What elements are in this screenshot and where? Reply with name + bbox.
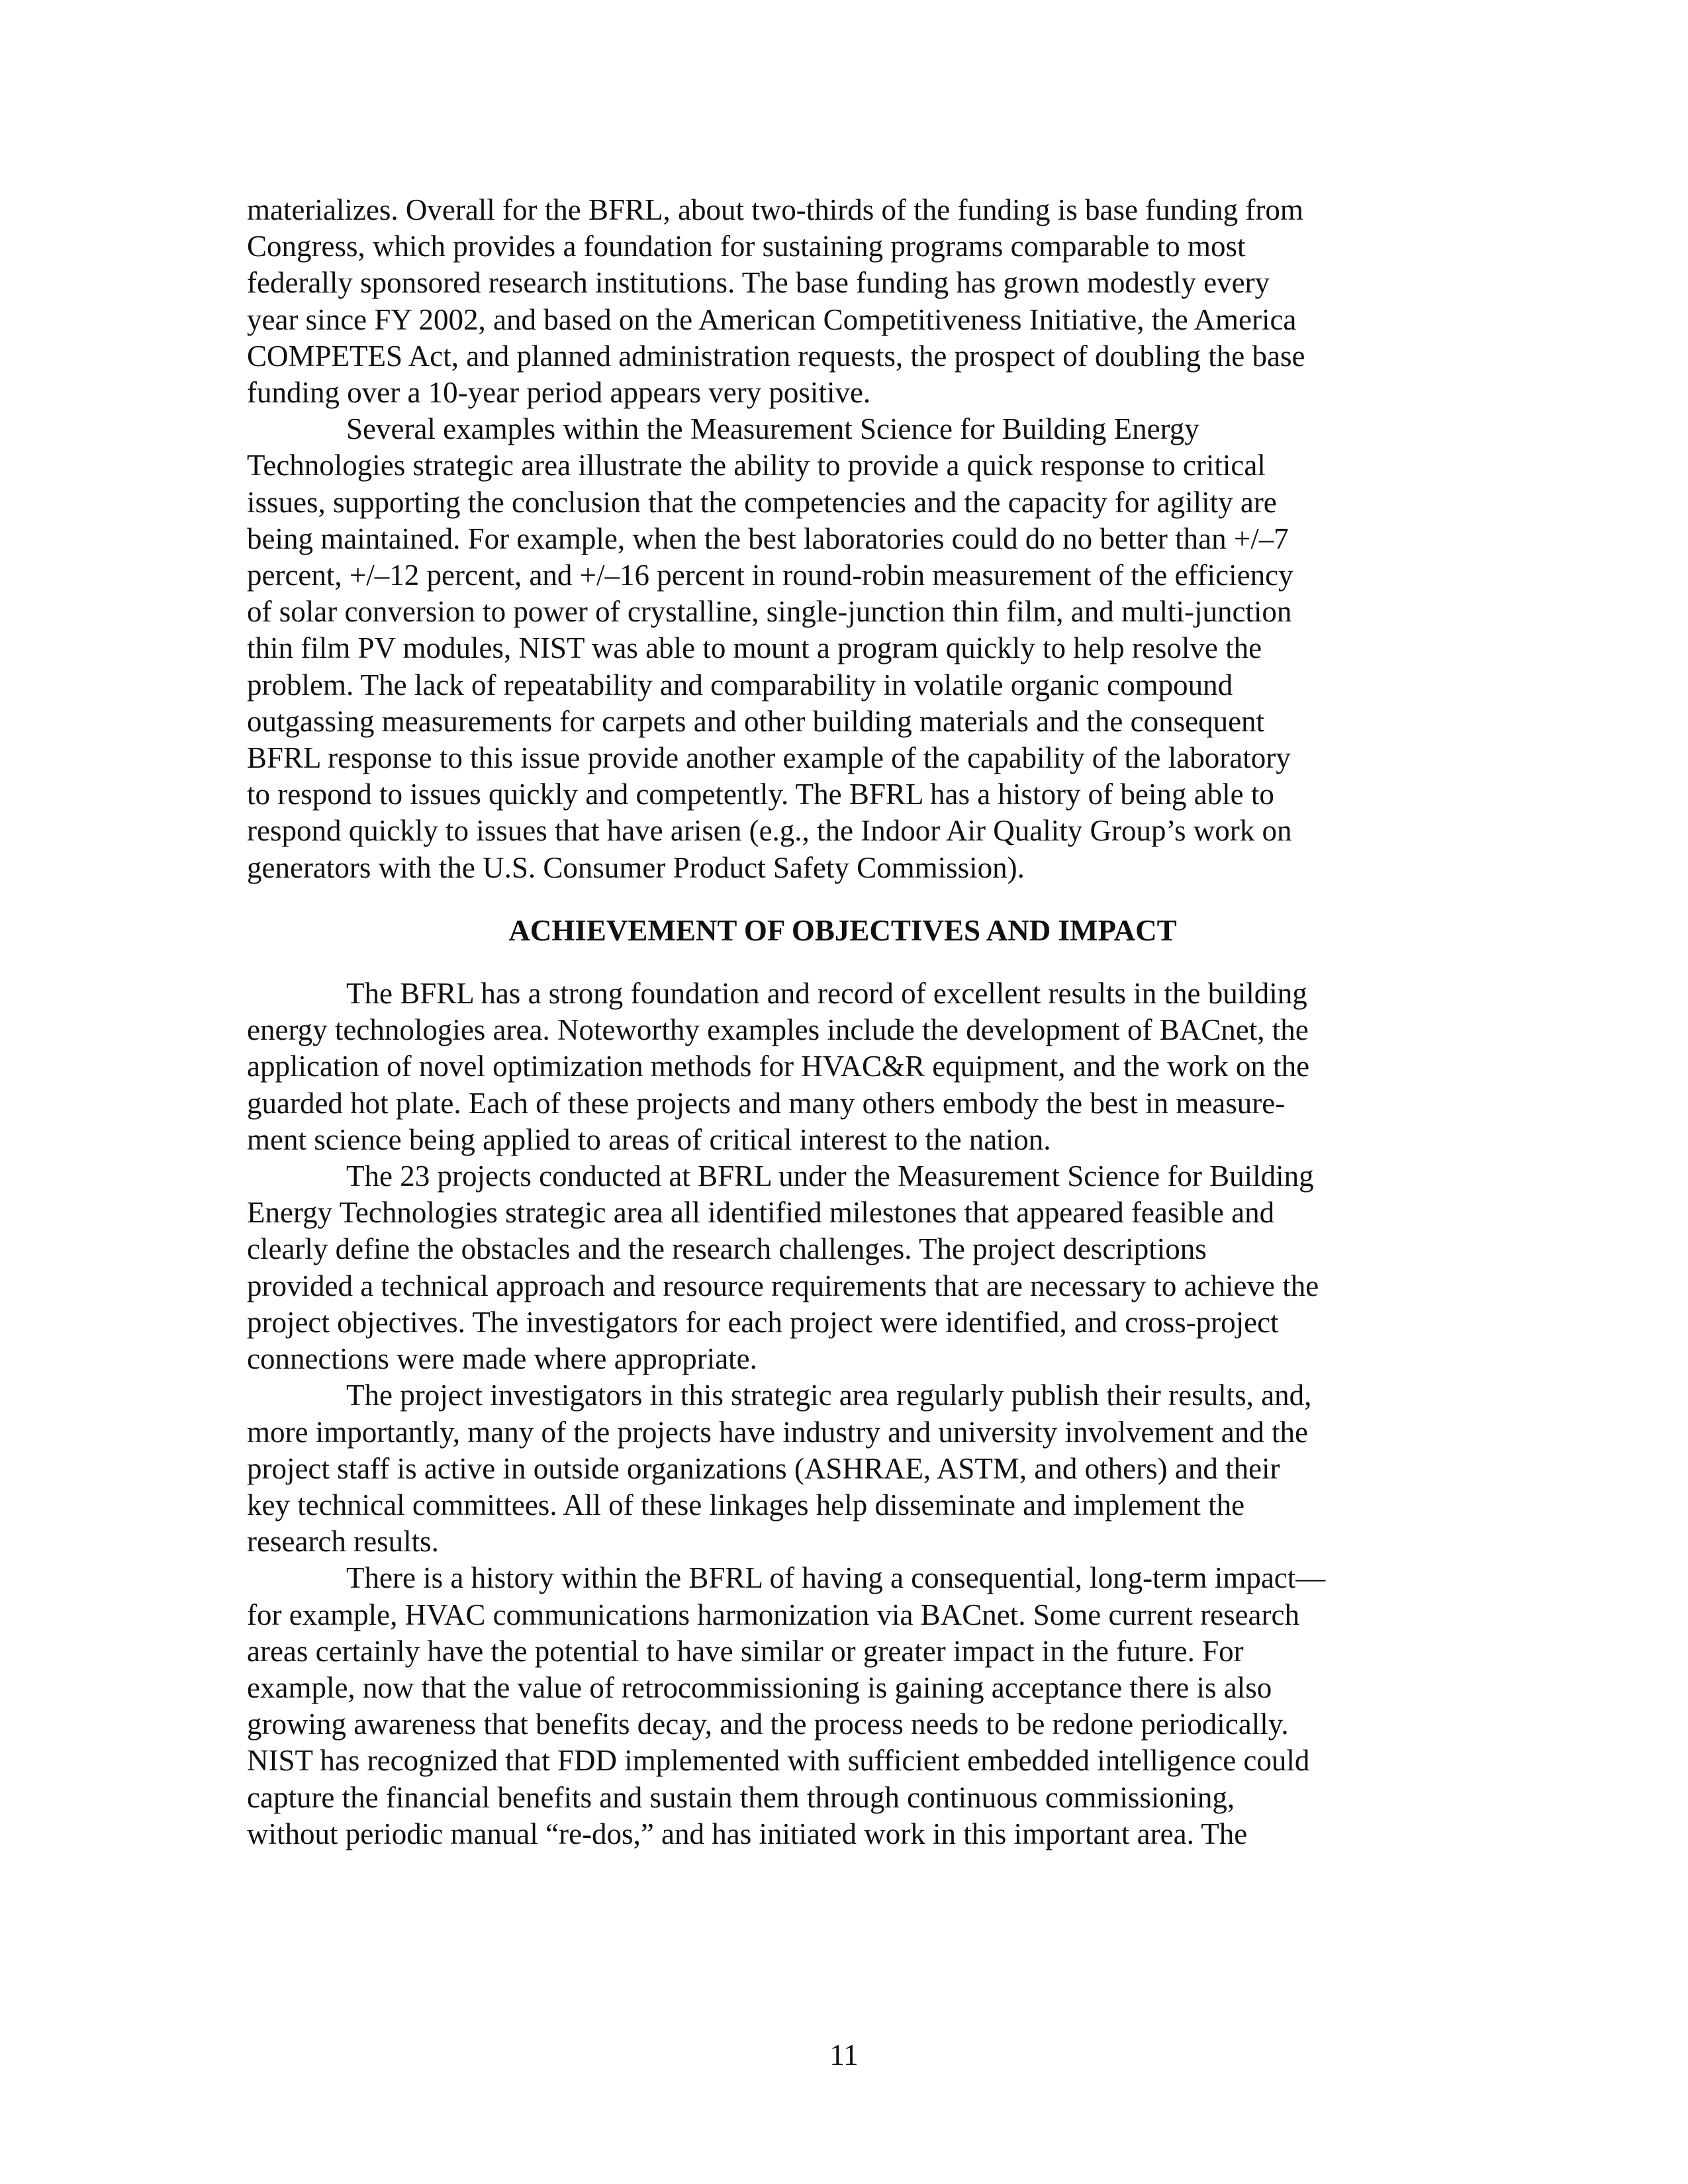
text-line: for example, HVAC communications harmonization via BACnet. Some current research — [247, 1598, 1299, 1631]
text-line: provided a technical approach and resource requirements that are necessary to achieve the — [247, 1269, 1319, 1302]
text-line: generators with the U.S. Consumer Product Safety Commission). — [247, 850, 1025, 884]
text-line: respond quickly to issues that have arisen (e.g., the Indoor Air Quality Group’s work on — [247, 814, 1292, 848]
text-line: guarded hot plate. Each of these projects and many others embody the best in measure- — [247, 1086, 1286, 1120]
text-line: key technical committees. All of these linkages help disseminate and implement the — [247, 1488, 1245, 1522]
text-line-indented: The 23 projects conducted at BFRL under the Measurement Science for Building — [346, 1160, 1314, 1193]
text-line: COMPETES Act, and planned administration requests, the prospect of doubling the base — [247, 339, 1305, 373]
text-line: federally sponsored research institutions. The base funding has grown modestly every — [247, 266, 1270, 300]
paragraph-projects — [247, 1158, 1438, 1377]
text-line: BFRL response to this issue provide another example of the capability of the laboratory — [247, 741, 1291, 775]
text-line: research results. — [247, 1525, 439, 1559]
page-number: 11 — [829, 2038, 859, 2071]
text-line-indented: The project investigators in this strategic area regularly publish their results, and, — [346, 1379, 1312, 1412]
section-heading: ACHIEVEMENT OF OBJECTIVES AND IMPACT — [508, 913, 1177, 947]
text-line: areas certainly have the potential to have similar or greater impact in the future. For — [247, 1634, 1244, 1668]
text-line: connections were made where appropriate. — [247, 1342, 757, 1376]
text-line: to respond to issues quickly and competently. The BFRL has a history of being able to — [247, 778, 1274, 811]
text-line: application of novel optimization methods for HVAC&R equipment, and the work on the — [247, 1050, 1310, 1083]
text-line-indented: The BFRL has a strong foundation and record of excellent results in the building — [346, 977, 1307, 1011]
text-line: Technologies strategic area illustrate the ability to provide a quick response to critical — [247, 449, 1266, 482]
text-line: materializes. Overall for the BFRL, about two-thirds of the funding is base funding from — [247, 193, 1303, 226]
text-line: clearly define the obstacles and the research challenges. The project descriptions — [247, 1232, 1207, 1266]
text-line: outgassing measurements for carpets and other building materials and the consequent — [247, 704, 1265, 738]
text-line: capture the financial benefits and sustain them through continuous commissioning, — [247, 1780, 1235, 1814]
text-line: energy technologies area. Noteworthy examples include the development of BACnet, the — [247, 1013, 1309, 1047]
text-line-indented: Several examples within the Measurement Science for Building Energy — [346, 412, 1199, 446]
text-line: issues, supporting the conclusion that the competencies and the capacity for agility are — [247, 485, 1277, 519]
text-line: Energy Technologies strategic area all identified milestones that appeared feasible and — [247, 1196, 1275, 1230]
text-line: project objectives. The investigators for each project were identified, and cross-project — [247, 1305, 1279, 1339]
text-line-indented: There is a history within the BFRL of having a consequential, long-term impact— — [346, 1561, 1326, 1595]
text-line: Congress, which provides a foundation for sustaining programs comparable to most — [247, 230, 1246, 263]
paragraph-funding — [247, 192, 1438, 411]
text-line: problem. The lack of repeatability and comparability in volatile organic compound — [247, 668, 1233, 702]
paragraph-investigators — [247, 1377, 1438, 1560]
text-line: ment science being applied to areas of critical interest to the nation. — [247, 1122, 1051, 1156]
text-line: example, now that the value of retrocommissioning is gaining acceptance there is also — [247, 1670, 1272, 1704]
text-line: thin film PV modules, NIST was able to mount a program quickly to help resolve the — [247, 631, 1262, 665]
text-line: NIST has recognized that FDD implemented with sufficient embedded intelligence could — [247, 1744, 1310, 1778]
paragraph-impact-history — [247, 1560, 1438, 1852]
paragraph-agility-examples — [247, 411, 1438, 886]
text-line: funding over a 10-year period appears very positive. — [247, 376, 871, 410]
text-line: being maintained. For example, when the best laboratories could do no better than +/–7 — [247, 522, 1289, 555]
text-line: project staff is active in outside organizations (ASHRAE, ASTM, and others) and their — [247, 1451, 1280, 1485]
text-line: growing awareness that benefits decay, and the process needs to be redone periodically. — [247, 1707, 1289, 1741]
text-line: year since FY 2002, and based on the American Competitiveness Initiative, the America — [247, 302, 1297, 336]
text-line: percent, +/–12 percent, and +/–16 percent in round-robin measurement of the efficiency — [247, 559, 1293, 592]
text-line: of solar conversion to power of crystalline, single-junction thin film, and multi-junction — [247, 595, 1292, 629]
body-text — [247, 192, 1438, 1852]
text-line: more importantly, many of the projects have industry and university involvement and the — [247, 1415, 1308, 1449]
text-line: without periodic manual “re-dos,” and has initiated work in this important area. The — [247, 1817, 1248, 1850]
paragraph-foundation — [247, 976, 1438, 1158]
